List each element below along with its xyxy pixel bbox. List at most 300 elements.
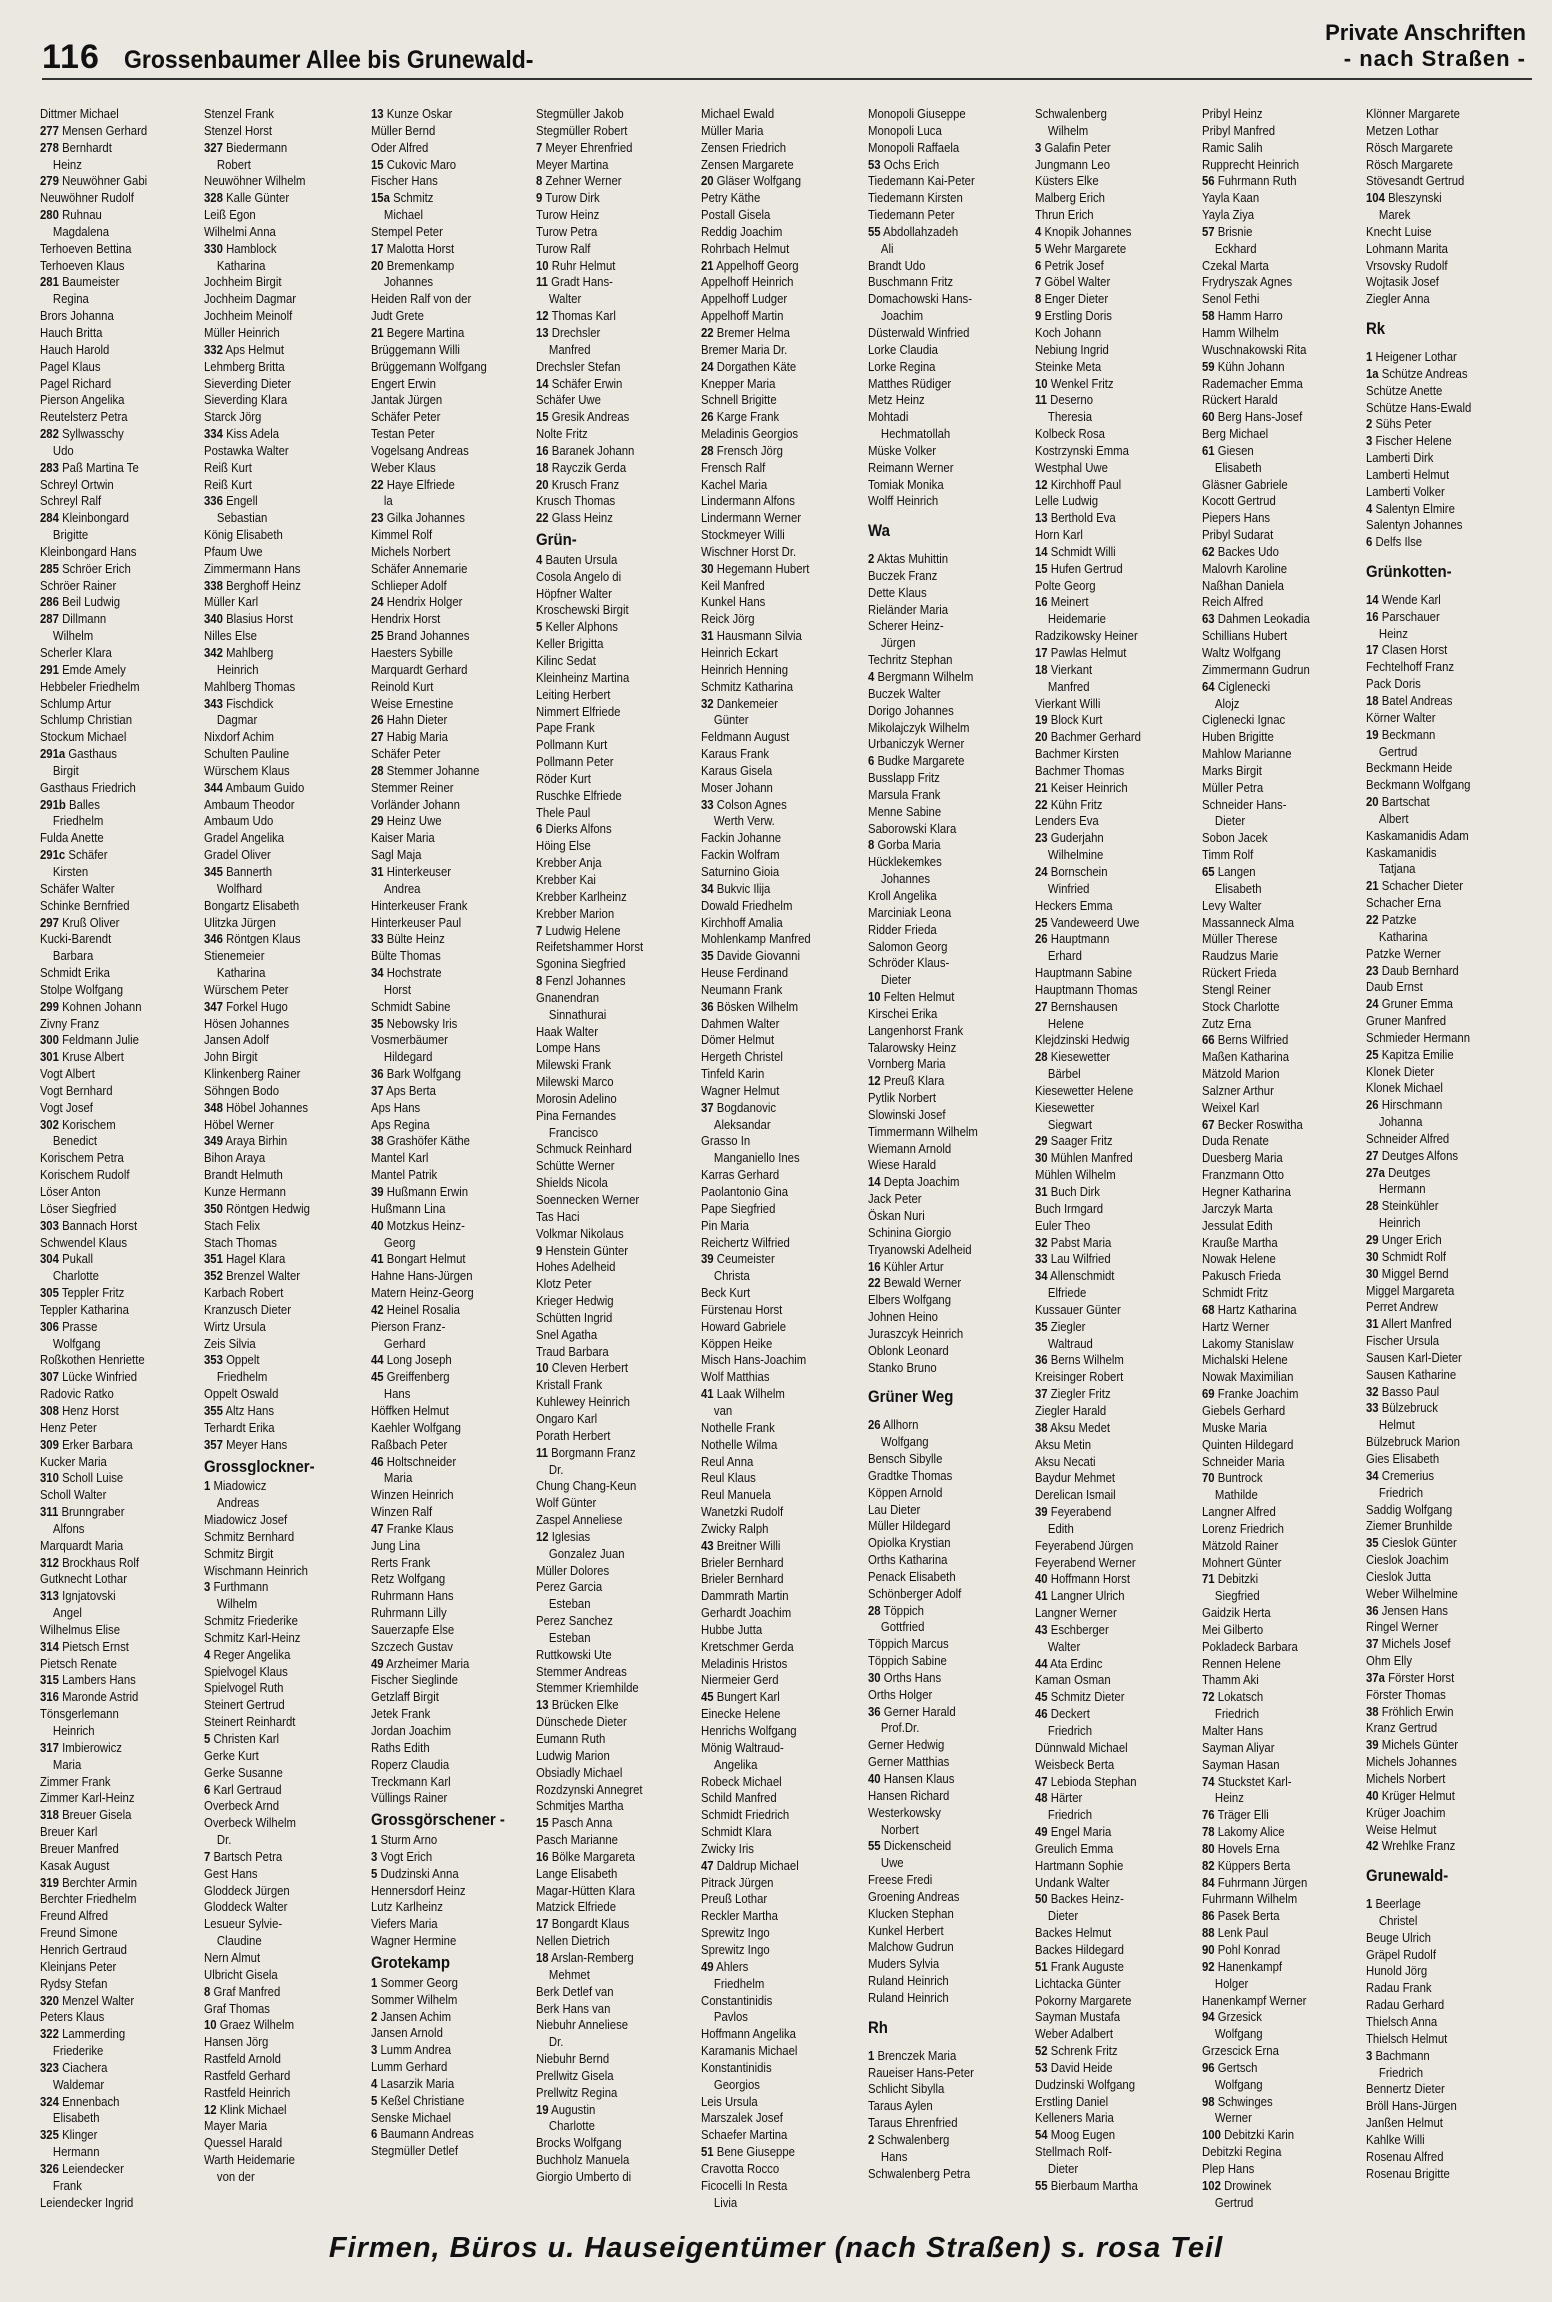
listing-entry: Klejdzinski Hedwig	[1034, 1032, 1130, 1048]
listing-entry: Muske Maria	[1201, 1419, 1267, 1435]
house-number: 29	[1365, 1232, 1379, 1247]
listing-entry: Weise Helmut	[1365, 1821, 1437, 1837]
listing-entry: Müller Maria	[700, 122, 763, 138]
listing-entry: Korischem Petra	[40, 1150, 124, 1166]
listing-entry: Tas Haci	[536, 1208, 580, 1224]
listing-continuation: Esteban	[549, 1596, 591, 1612]
listing-entry: 39 Hußmann Erwin	[371, 1184, 469, 1199]
listing-entry: 357 Meyer Hans	[204, 1436, 288, 1452]
listing-entry: 328 Kalle Günter	[204, 190, 290, 206]
listing-entry: 37 Ziegler Fritz	[1034, 1386, 1111, 1402]
listing-entry: 32 Basso Paul	[1365, 1383, 1439, 1399]
listing-entry: 16 Bölke Margareta	[536, 1848, 636, 1864]
listing-entry: Ziegler Harald	[1034, 1402, 1106, 1418]
listing-entry: 1a Schütze Andreas	[1365, 365, 1468, 381]
listing-entry: Backes Helmut	[1034, 1925, 1111, 1941]
house-number: 319	[40, 1874, 59, 1890]
listing-entry: Levy Walter	[1201, 897, 1262, 913]
listing-entry: Bongartz Elisabeth	[204, 897, 300, 913]
listing-entry: 72 Lokatsch	[1201, 1689, 1263, 1705]
listing-entry: Vogt Albert	[40, 1066, 95, 1082]
house-number: 342	[204, 645, 224, 660]
listing-entry: 28 Frensch Jörg	[700, 442, 783, 458]
listing-entry: Hendrix Horst	[371, 611, 441, 627]
listing-entry: Duesberg Maria	[1201, 1150, 1283, 1166]
listing-entry: Jack Peter	[867, 1191, 922, 1207]
listing-entry: Soennecken Werner	[536, 1192, 640, 1207]
listing-entry: Mantel Karl	[371, 1150, 429, 1166]
listing-continuation: Tatjana	[1378, 861, 1416, 877]
listing-entry: Ciglenecki Ignac	[1201, 712, 1285, 728]
house-number: 278	[40, 139, 59, 155]
listing-entry: Nellen Dietrich	[536, 1933, 611, 1949]
house-number: 13	[536, 1697, 549, 1713]
listing-entry: Hinterkeuser Frank	[371, 897, 468, 913]
listing-entry: Förster Thomas	[1365, 1686, 1446, 1702]
listing-entry: 33 Lau Wilfried	[1034, 1251, 1111, 1267]
listing-entry: Nowak Maximilian	[1201, 1369, 1294, 1385]
listing-column	[536, 106, 698, 2224]
listing-continuation: Georg	[384, 1234, 416, 1250]
listing-entry: 37 Bogdanovic	[700, 1099, 776, 1115]
listing-continuation: Elisabeth	[1214, 880, 1262, 896]
listing-entry: Schäfer Peter	[371, 409, 441, 425]
listing-entry: 2 Schwalenberg	[867, 2131, 949, 2147]
listing-continuation: Friedrich	[1378, 1484, 1423, 1500]
listing-entry: Schmidt Fritz	[1201, 1285, 1268, 1301]
listing-entry: Zimmer Frank	[40, 1773, 111, 1789]
listing-entry: Obsiadly Michael	[536, 1764, 623, 1780]
listing-entry: 38 Fröhlich Erwin	[1365, 1703, 1454, 1719]
listing-continuation: Edith	[1047, 1520, 1074, 1536]
house-number: 30	[867, 1669, 881, 1685]
listing-entry: Höing Else	[536, 838, 592, 854]
listing-entry: Bachmer Thomas	[1034, 762, 1124, 778]
listing-entry: Michalski Helene	[1201, 1352, 1288, 1368]
house-number: 31	[1365, 1316, 1379, 1332]
listing-entry: Zaspel Anneliese	[536, 1512, 623, 1528]
listing-entry: Vogt Josef	[40, 1099, 93, 1115]
listing-entry: 20 Bartschat	[1365, 794, 1430, 810]
listing-entry: Karaus Frank	[700, 746, 769, 762]
listing-continuation: Johannes	[880, 871, 930, 887]
listing-continuation: Siegfried	[1214, 1588, 1260, 1604]
listing-entry: Radovic Ratko	[40, 1386, 114, 1402]
house-number: 297	[40, 914, 59, 930]
listing-entry: Overbeck Arnd	[204, 1798, 280, 1814]
house-number: 43	[700, 1537, 714, 1553]
listing-entry: 13 Kunze Oskar	[371, 106, 453, 121]
listing-entry: Klucken Stephan	[867, 1905, 954, 1921]
listing-continuation: Christel	[1378, 1912, 1418, 1928]
listing-entry: 8 Gorba Maria	[867, 837, 941, 853]
listing-entry: 12 Kirchhoff Paul	[1034, 476, 1121, 492]
house-number: 28	[371, 762, 384, 778]
listing-entry: 27 Deutges Alfons	[1365, 1147, 1458, 1163]
listing-entry: Röder Kurt	[536, 770, 592, 786]
listing-entry: 33 Colson Agnes	[700, 796, 787, 812]
listing-entry: Reul Klaus	[700, 1470, 756, 1486]
listing-entry: Traud Barbara	[536, 1343, 610, 1359]
listing-entry: Kretschmer Gerda	[700, 1638, 794, 1654]
listing-entry: Stemmer Reiner	[371, 779, 454, 795]
house-number: 40	[1365, 1787, 1379, 1803]
listing-entry: 278 Bernhardt	[40, 139, 112, 155]
listing-continuation: Regina	[52, 291, 89, 307]
listing-entry: Taraus Ehrenfried	[867, 2115, 958, 2131]
street-heading: Grossgörschener -	[371, 1812, 506, 1830]
listing-entry: Timmermann Wilhelm	[867, 1123, 978, 1139]
listing-entry: Lompe Hans	[536, 1040, 601, 1056]
house-number: 38	[1365, 1703, 1379, 1719]
listing-entry: 5 Wehr Margarete	[1034, 240, 1126, 256]
listing-entry: 2 Aktas Muhittin	[867, 551, 948, 567]
house-number: 20	[700, 173, 714, 189]
listing-entry: 47 Daldrup Michael	[700, 1857, 799, 1873]
listing-continuation: Angel	[52, 1605, 82, 1621]
listing-continuation: Heinz	[1378, 625, 1408, 641]
listing-entry: Reul Anna	[700, 1453, 753, 1469]
listing-entry: Gerner Hedwig	[867, 1737, 944, 1753]
listing-entry: Weixel Karl	[1201, 1099, 1259, 1115]
listing-entry: 16 Kühler Artur	[867, 1258, 944, 1274]
house-number: 43	[1034, 1621, 1048, 1637]
listing-continuation: Günter	[713, 712, 749, 728]
house-number: 51	[700, 2144, 714, 2160]
house-number: 343	[204, 695, 224, 711]
listing-entry: Mayer Maria	[204, 2118, 268, 2134]
house-number: 302	[40, 1116, 59, 1132]
house-number: 325	[40, 2127, 59, 2143]
listing-entry: Thamm Aki	[1201, 1672, 1259, 1688]
listing-continuation: Mathilde	[1214, 1487, 1258, 1503]
listing-entry: 55 Dickenscheid	[867, 1838, 951, 1854]
listing-entry: Fackin Wolfram	[700, 847, 780, 863]
listing-entry: Brieler Bernhard	[700, 1554, 784, 1570]
listing-entry: 53 Ochs Erich	[867, 156, 939, 172]
house-number: 18	[536, 1949, 549, 1965]
listing-entry: Jansen Arnold	[371, 2025, 444, 2041]
listing-entry: 4 Salentyn Elmire	[1365, 500, 1455, 516]
listing-entry: Grasso In	[700, 1133, 750, 1149]
listing-continuation: Gertrud	[1214, 2194, 1254, 2210]
listing-entry: Wischner Horst Dr.	[700, 543, 796, 559]
listing-entry: 323 Ciachera	[40, 2059, 108, 2075]
house-number: 15	[371, 156, 384, 172]
listing-entry: Schlump Artur	[40, 695, 112, 711]
listing-entry: 31 Hausmann Silvia	[700, 628, 802, 644]
listing-entry: Raueiser Hans-Peter	[867, 2064, 974, 2080]
listing-entry: 39 Ceumeister	[700, 1251, 775, 1267]
house-number: 7	[1034, 274, 1041, 290]
listing-entry: Schmuck Reinhard	[536, 1141, 633, 1157]
listing-entry: 100 Debitzki Karin	[1201, 2127, 1294, 2143]
house-number: 78	[1201, 1824, 1215, 1840]
house-number: 62	[1201, 543, 1215, 559]
listing-entry: 30 Schmidt Rolf	[1365, 1248, 1446, 1264]
house-number: 13	[371, 106, 384, 121]
listing-entry: Thielsch Helmut	[1365, 2030, 1448, 2046]
house-number: 34	[1034, 1268, 1048, 1284]
house-number: 55	[867, 223, 881, 239]
house-number: 96	[1201, 2059, 1215, 2075]
listing-entry: Hösen Johannes	[204, 1015, 290, 1031]
house-number: 66	[1201, 1032, 1215, 1048]
listing-entry: 31 Buch Dirk	[1034, 1184, 1100, 1199]
house-number: 12	[867, 1073, 881, 1089]
listing-entry: Sieverding Dieter	[204, 375, 292, 391]
listing-entry: 6 Petrik Josef	[1034, 257, 1104, 273]
house-number: 19	[536, 2101, 549, 2117]
spacer	[1366, 341, 1505, 349]
listing-entry: Stach Thomas	[204, 1234, 278, 1250]
listing-entry: Mühlen Wilhelm	[1034, 1167, 1116, 1183]
listing-entry: 3 Fischer Helene	[1365, 433, 1452, 449]
listing-entry: 27 Bernshausen	[1034, 998, 1118, 1014]
listing-entry: 349 Araya Birhin	[204, 1133, 288, 1149]
listing-entry: Turow Petra	[536, 223, 598, 239]
listing-entry: Saddig Wolfgang	[1365, 1501, 1453, 1517]
listing-entry: Hußmann Lina	[371, 1200, 446, 1216]
listing-entry: 44 Long Joseph	[371, 1352, 452, 1368]
spacer	[868, 1376, 1010, 1384]
listing-entry: 283 Paß Martina Te	[40, 459, 139, 475]
listing-entry: Schlieper Adolf	[371, 577, 447, 593]
listing-entry: Dette Klaus	[867, 584, 927, 600]
listing-entry: 18 Arslan-Remberg	[536, 1949, 635, 1965]
listing-continuation: Pavlos	[713, 2009, 748, 2025]
house-number: 7	[536, 139, 543, 155]
listing-entry: 352 Brenzel Walter	[204, 1268, 301, 1284]
listing-continuation: Wolfgang	[880, 1434, 929, 1450]
house-number: 20	[371, 257, 384, 273]
listing-entry: Salomon Georg	[867, 938, 948, 954]
listing-entry: 6 Budke Margarete	[867, 753, 965, 769]
listing-entry: Düsterwald Winfried	[867, 324, 970, 340]
house-number: 3	[371, 2042, 378, 2058]
listing-entry: Krüger Joachim	[1365, 1804, 1446, 1820]
house-number: 12	[536, 1528, 549, 1544]
listing-entry: Dömer Helmut	[700, 1032, 774, 1048]
listing-entry: Debitzki Regina	[1201, 2144, 1282, 2160]
listing-entry: Dudzinski Wolfgang	[1034, 2076, 1135, 2092]
listing-entry: 3 Furthmann	[204, 1579, 269, 1595]
listing-continuation: Barbara	[52, 948, 94, 964]
house-number: 27a	[1365, 1164, 1385, 1180]
street-heading: Grünkotten-	[1365, 564, 1452, 581]
listing-entry: Beckmann Heide	[1365, 760, 1453, 776]
listing-entry: Mätzold Marion	[1201, 1066, 1280, 1082]
listing-column	[868, 106, 1033, 2224]
listing-entry: 17 Bongardt Klaus	[536, 1916, 630, 1932]
house-number: 74	[1201, 1773, 1215, 1789]
listing-continuation: Friedhelm	[217, 1369, 268, 1385]
listing-continuation: Uwe	[880, 1855, 904, 1871]
house-number: 33	[371, 931, 384, 947]
listing-column	[40, 106, 202, 2224]
listing-entry: 46 Holtschneider	[371, 1453, 457, 1469]
listing-entry: Kristall Frank	[536, 1377, 603, 1393]
listing-entry: 27a Deutges	[1365, 1164, 1431, 1180]
listing-entry: Wirtz Ursula	[204, 1318, 266, 1334]
listing-entry: Schäfer Peter	[371, 746, 441, 762]
house-number: 4	[867, 669, 874, 684]
listing-entry: 340 Blasius Horst	[204, 611, 294, 627]
listing-entry: Hoffmann Angelika	[700, 2026, 796, 2042]
listing-entry: Westphal Uwe	[1034, 459, 1108, 475]
house-number: 44	[1034, 1655, 1048, 1671]
listing-entry: Stienemeier	[204, 948, 265, 964]
listing-entry: Ulbricht Gisela	[204, 1966, 278, 1982]
listing-entry: Pietsch Renate	[40, 1655, 117, 1671]
section-subtitle: - nach Straßen -	[1343, 46, 1526, 71]
listing-entry: Müller Therese	[1201, 931, 1278, 947]
house-number: 21	[371, 324, 384, 340]
listing-continuation: van	[713, 1402, 732, 1418]
listing-entry: Sobon Jacek	[1201, 830, 1268, 846]
listing-entry: 104 Bleszynski	[1365, 190, 1442, 206]
listing-entry: König Elisabeth	[204, 527, 283, 543]
house-number: 38	[371, 1133, 384, 1149]
house-number: 21	[1365, 878, 1379, 894]
listing-entry: Reimann Werner	[867, 459, 954, 475]
house-number: 42	[371, 1301, 384, 1317]
listing-entry: Stegmüller Jakob	[536, 106, 624, 121]
house-number: 9	[536, 190, 543, 206]
listing-entry: Pytlik Norbert	[867, 1090, 936, 1106]
listing-entry: 16 Meinert	[1034, 594, 1089, 610]
listing-entry: Westerkowsky	[867, 1804, 941, 1820]
house-number: 326	[40, 2160, 59, 2176]
listing-entry: 29 Unger Erich	[1365, 1232, 1442, 1247]
listing-entry: Brors Johanna	[40, 308, 114, 324]
house-number: 30	[700, 560, 714, 576]
listing-entry: Beck Kurt	[700, 1285, 750, 1301]
listing-continuation: Andreas	[217, 1495, 260, 1511]
listing-entry: Stellmach Rolf-	[1034, 2144, 1112, 2160]
listing-entry: Miadowicz Josef	[204, 1512, 288, 1528]
listing-entry: Bennertz Dieter	[1365, 2081, 1445, 2097]
listing-entry: Körner Walter	[1365, 709, 1436, 725]
listing-entry: 45 Bungert Karl	[700, 1689, 780, 1705]
listing-entry: Volkmar Nikolaus	[536, 1225, 624, 1241]
house-number: 76	[1201, 1807, 1215, 1823]
listing-entry: Techritz Stephan	[867, 652, 953, 668]
listing-entry: Brüggemann Wolfgang	[371, 358, 488, 374]
listing-entry: Snel Agatha	[536, 1326, 598, 1342]
listing-entry: Fürstenau Horst	[700, 1301, 782, 1317]
house-number: 332	[204, 341, 224, 357]
house-number: 291	[40, 661, 59, 677]
house-number: 291c	[40, 847, 66, 863]
listing-entry: Freese Fredi	[867, 1872, 932, 1888]
house-number: 31	[700, 628, 714, 644]
listing-entry: Meladinis Georgios	[700, 426, 798, 442]
listing-entry: Sagl Maja	[371, 847, 422, 863]
listing-entry: Turow Ralf	[536, 240, 591, 256]
house-number: 17	[1365, 642, 1379, 658]
listing-entry: Schmidt Friedrich	[700, 1807, 789, 1823]
street-heading: Grossglockner-	[204, 1458, 315, 1476]
house-number: 8	[1034, 291, 1041, 307]
house-number: 7	[536, 922, 543, 938]
listing-entry: 26 Hahn Dieter	[371, 712, 448, 728]
listing-entry: Steinert Reinhardt	[204, 1714, 296, 1730]
house-number: 70	[1201, 1470, 1215, 1486]
house-number: 25	[1365, 1046, 1379, 1062]
listing-entry: 2 Sühs Peter	[1365, 416, 1432, 432]
listing-continuation: Hechmatollah	[880, 426, 950, 442]
house-number: 19	[1365, 726, 1379, 742]
listing-entry: 49 Ahlers	[700, 1958, 748, 1974]
listing-entry: 327 Biedermann	[204, 139, 288, 155]
listing-entry: Jansen Adolf	[204, 1032, 270, 1048]
house-number: 45	[700, 1689, 714, 1705]
listing-continuation: Siegwart	[1047, 1116, 1092, 1132]
listing-entry: 315 Lambers Hans	[40, 1672, 136, 1688]
listing-continuation: Wolfgang	[52, 1335, 101, 1351]
house-number: 10	[536, 1360, 549, 1376]
listing-entry: Schaefer Martina	[700, 2127, 787, 2143]
listing-entry: 20 Bachmer Gerhard	[1034, 729, 1141, 745]
listing-entry: 304 Pukall	[40, 1251, 93, 1267]
listing-entry: Stemmer Andreas	[536, 1663, 628, 1679]
listing-entry: 54 Moog Eugen	[1034, 2127, 1115, 2143]
listing-entry: Kirchhoff Amalia	[700, 914, 783, 930]
listing-entry: Krebber Anja	[536, 855, 602, 871]
listing-entry: Gradel Oliver	[204, 847, 271, 863]
listing-entry: 7 Meyer Ehrenfried	[536, 139, 633, 155]
listing-continuation: Heinrich	[217, 661, 259, 677]
street-heading: Grün-	[536, 532, 578, 549]
house-number: 14	[1365, 591, 1379, 607]
listing-entry: Krebber Kai	[536, 871, 597, 887]
listing-continuation: Livia	[713, 2194, 737, 2210]
house-number: 69	[1201, 1386, 1215, 1402]
listing-entry: 6 Dierks Alfons	[536, 821, 612, 837]
listing-entry: Aps Regina	[371, 1116, 430, 1132]
listing-entry: Bachmer Kirsten	[1034, 746, 1119, 762]
listing-entry: Hauptmann Thomas	[1034, 981, 1138, 997]
listing-entry: Maßen Katharina	[1201, 1049, 1289, 1065]
listing-entry: 7 Bartsch Petra	[204, 1848, 283, 1864]
listing-entry: Hergeth Christel	[700, 1049, 783, 1065]
listing-continuation: Friedhelm	[713, 1975, 764, 1991]
listing-continuation: Heinrich	[1378, 1215, 1421, 1231]
listing-entry: Salentyn Johannes	[1365, 517, 1463, 533]
listing-entry: Lichtacka Günter	[1034, 1975, 1121, 1991]
listing-entry: Rohrbach Helmut	[700, 240, 789, 256]
listing-entry: Stanko Bruno	[867, 1359, 937, 1375]
listing-entry: Gloddeck Jürgen	[204, 1882, 290, 1898]
listing-entry: Pina Fernandes	[536, 1107, 617, 1123]
house-number: 313	[40, 1588, 59, 1604]
listing-entry: Krauße Martha	[1201, 1234, 1278, 1250]
listing-entry: Meyer Martina	[536, 156, 609, 172]
house-number: 41	[1034, 1588, 1048, 1604]
listing-entry: Kahlke Willi	[1365, 2131, 1425, 2147]
listing-entry: 11 Gradt Hans-	[536, 274, 614, 290]
house-number: 45	[1034, 1689, 1048, 1705]
listing-entry: Lamberti Dirk	[1365, 450, 1434, 466]
listing-entry: Wuschnakowski Rita	[1201, 341, 1307, 357]
house-number: 309	[40, 1436, 59, 1452]
listing-entry: 48 Härter	[1034, 1790, 1082, 1806]
listing-entry: Neuwöhner Wilhelm	[204, 173, 306, 189]
listing-entry: 39 Feyerabend	[1034, 1504, 1111, 1520]
listing-entry: Frydryszak Agnes	[1201, 274, 1292, 290]
listing-entry: 42 Heinel Rosalia	[371, 1301, 461, 1317]
